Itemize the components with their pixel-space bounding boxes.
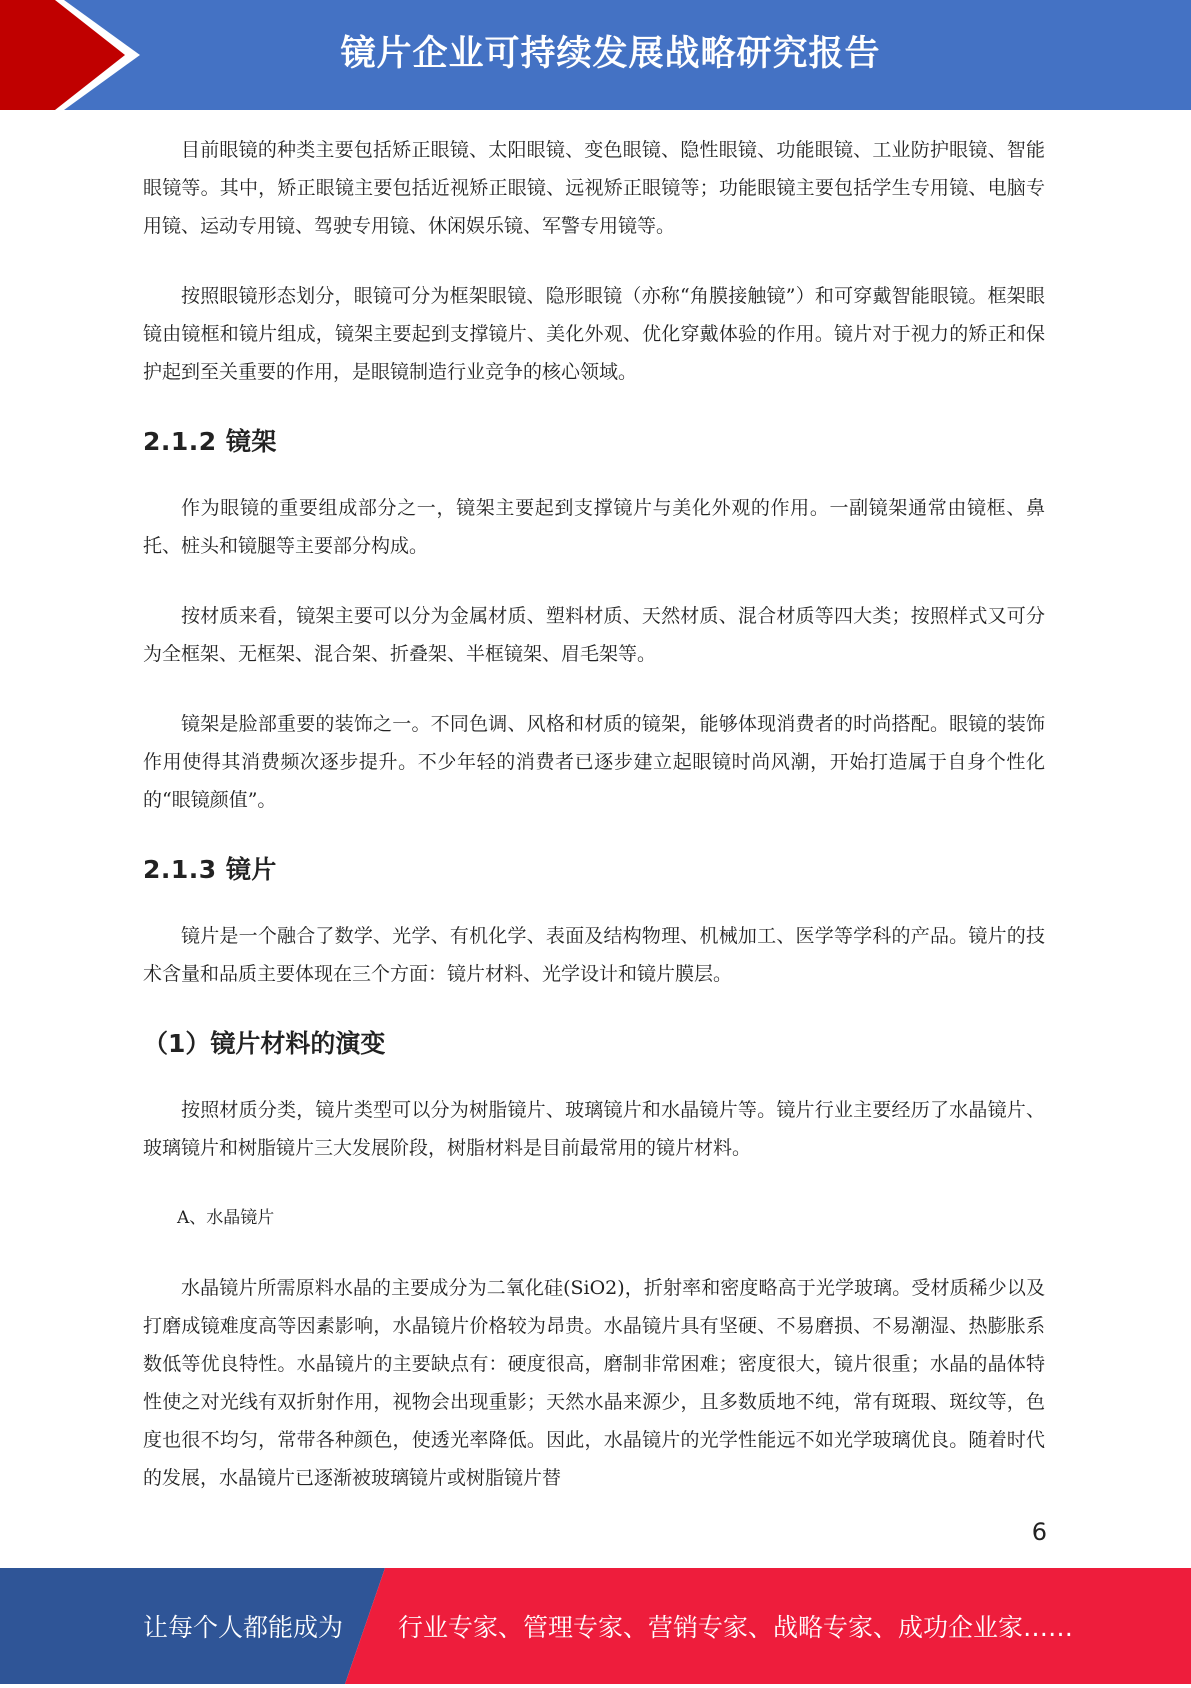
- section-heading-lenses: 2.1.3 镜片: [143, 855, 277, 884]
- paragraph-lens-material-types: 按照材质分类，镜片类型可以分为树脂镜片、玻璃镜片和水晶镜片等。镜片行业主要经历了水晶镜片、玻璃镜片和树脂镜片三大发展阶段，树脂材料是目前最常用的镜片材料。: [143, 1099, 1045, 1159]
- footer-slogan-right: 行业专家、管理专家、营销专家、战略专家、成功企业家……: [398, 1613, 1074, 1642]
- page-header: [0, 0, 1191, 110]
- footer-slogan-left: 让每个人都能成为: [143, 1613, 344, 1642]
- paragraph-crystal-lens: 水晶镜片所需原料水晶的主要成分为二氧化硅(SiO2)，折射率和密度略高于光学玻璃。受材质稀少以及打磨成镜难度高等因素影响，水晶镜片价格较为昂贵。水晶镜片具有坚硬、不易磨损、不易潮湿、热膨胀系数低等优良特性。水晶镜片的主要缺点有：硬度很高，磨制非常困难；密度很大，镜片很重；水晶的晶体特性使之对光线有双折射作用，视物会出现重影；天然水晶来源少，且多数质地不纯，常有斑瑕、斑纹等，色度也很不均匀，常带各种颜色，使透光率降低。因此，水晶镜片的光学性能远不如光学玻璃优良。随着时代的发展，水晶镜片已逐渐被玻璃镜片或树脂镜片替: [143, 1277, 1045, 1489]
- paragraph-lens-intro: 镜片是一个融合了数学、光学、有机化学、表面及结构物理、机械加工、医学等学科的产品。镜片的技术含量和品质主要体现在三个方面：镜片材料、光学设计和镜片膜层。: [143, 925, 1045, 985]
- paragraph-frame-decoration: 镜架是脸部重要的装饰之一。不同色调、风格和材质的镜架，能够体现消费者的时尚搭配。眼镜的装饰作用使得其消费频次逐步提升。不少年轻的消费者已逐步建立起眼镜时尚风潮，开始打造属于自身个性化的“眼镜颜值”。: [143, 713, 1045, 811]
- page-number: 6: [1031, 1518, 1047, 1546]
- paragraph-frame-parts: 作为眼镜的重要组成部分之一，镜架主要起到支撑镜片与美化外观的作用。一副镜架通常由镜框、鼻托、桩头和镜腿等主要部分构成。: [143, 497, 1045, 557]
- paragraph-frame-materials: 按材质来看，镜架主要可以分为金属材质、塑料材质、天然材质、混合材质等四大类；按照样式又可分为全框架、无框架、混合架、折叠架、半框镜架、眉毛架等。: [143, 605, 1045, 665]
- item-heading-crystal-lens: A、水晶镜片: [177, 1208, 275, 1228]
- paragraph-glasses-forms: 按照眼镜形态划分，眼镜可分为框架眼镜、隐形眼镜（亦称“角膜接触镜”）和可穿戴智能眼镜。框架眼镜由镜框和镜片组成，镜架主要起到支撑镜片、美化外观、优化穿戴体验的作用。镜片对于视力的矫正和保护起到至关重要的作用，是眼镜制造行业竞争的核心领域。: [143, 285, 1045, 383]
- page-footer: [0, 1568, 1191, 1684]
- subsection-heading-lens-materials: （1）镜片材料的演变: [143, 1029, 386, 1058]
- report-title: 镜片企业可持续发展战略研究报告: [340, 34, 881, 74]
- paragraph-glasses-types: 目前眼镜的种类主要包括矫正眼镜、太阳眼镜、变色眼镜、隐性眼镜、功能眼镜、工业防护眼镜、智能眼镜等。其中，矫正眼镜主要包括近视矫正眼镜、远视矫正眼镜等；功能眼镜主要包括学生专用镜、电脑专用镜、运动专用镜、驾驶专用镜、休闲娱乐镜、军警专用镜等。: [143, 139, 1045, 237]
- document-body: [143, 131, 1045, 1497]
- section-heading-frames: 2.1.2 镜架: [143, 427, 277, 456]
